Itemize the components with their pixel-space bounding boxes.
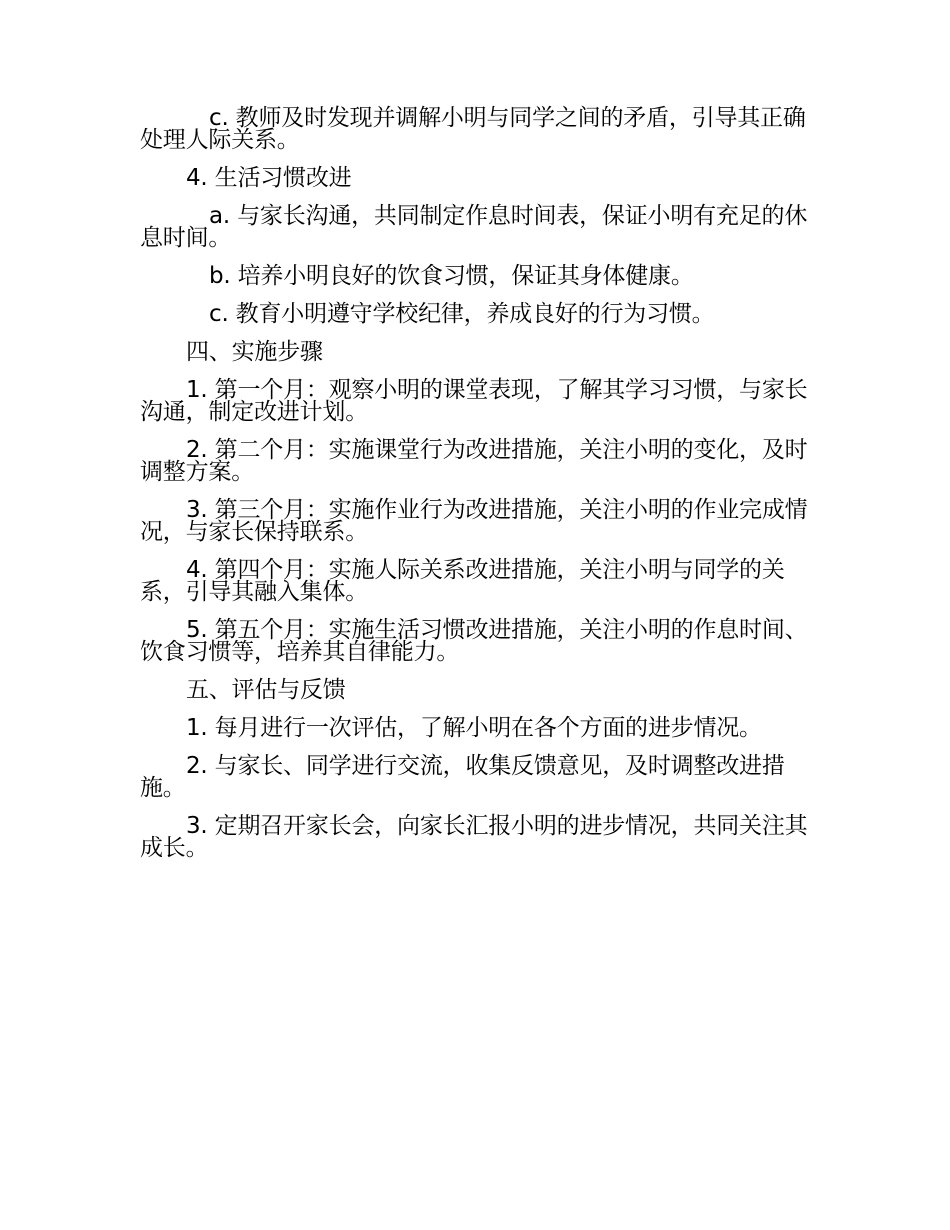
evaluation-item-3: 3. 定期召开家长会，向家长汇报小明的进步情况，共同关注其成长。 — [140, 813, 808, 861]
paragraph-4a-schedule: a. 与家长沟通，共同制定作息时间表，保证小明有充足的休息时间。 — [140, 203, 808, 251]
step-month-1: 1. 第一个月：观察小明的课堂表现，了解其学习习惯，与家长沟通，制定改进计划。 — [140, 377, 808, 425]
evaluation-item-1: 1. 每月进行一次评估，了解小明在各个方面的进步情况。 — [186, 715, 762, 741]
paragraph-4c-discipline: c. 教育小明遵守学校纪律，养成良好的行为习惯。 — [209, 301, 715, 327]
section-heading-implementation-steps: 四、实施步骤 — [186, 339, 323, 365]
step-month-5: 5. 第五个月：实施生活习惯改进措施，关注小明的作息时间、饮食习惯等，培养其自律能力。 — [140, 617, 808, 665]
paragraph-4-habits-heading: 4. 生活习惯改进 — [186, 165, 352, 191]
paragraph-3c-conflict-mediation: c. 教师及时发现并调解小明与同学之间的矛盾，引导其正确处理人际关系。 — [140, 105, 806, 153]
paragraph-4b-diet: b. 培养小明良好的饮食习惯，保证其身体健康。 — [209, 263, 694, 289]
evaluation-item-2: 2. 与家长、同学进行交流，收集反馈意见，及时调整改进措施。 — [140, 753, 785, 801]
step-month-2: 2. 第二个月：实施课堂行为改进措施，关注小明的变化，及时调整方案。 — [140, 437, 808, 485]
step-month-4: 4. 第四个月：实施人际关系改进措施，关注小明与同学的关系，引导其融入集体。 — [140, 557, 785, 605]
section-heading-evaluation-feedback: 五、评估与反馈 — [186, 677, 346, 703]
document-body — [140, 107, 812, 875]
step-month-3: 3. 第三个月：实施作业行为改进措施，关注小明的作业完成情况，与家长保持联系。 — [140, 497, 808, 545]
